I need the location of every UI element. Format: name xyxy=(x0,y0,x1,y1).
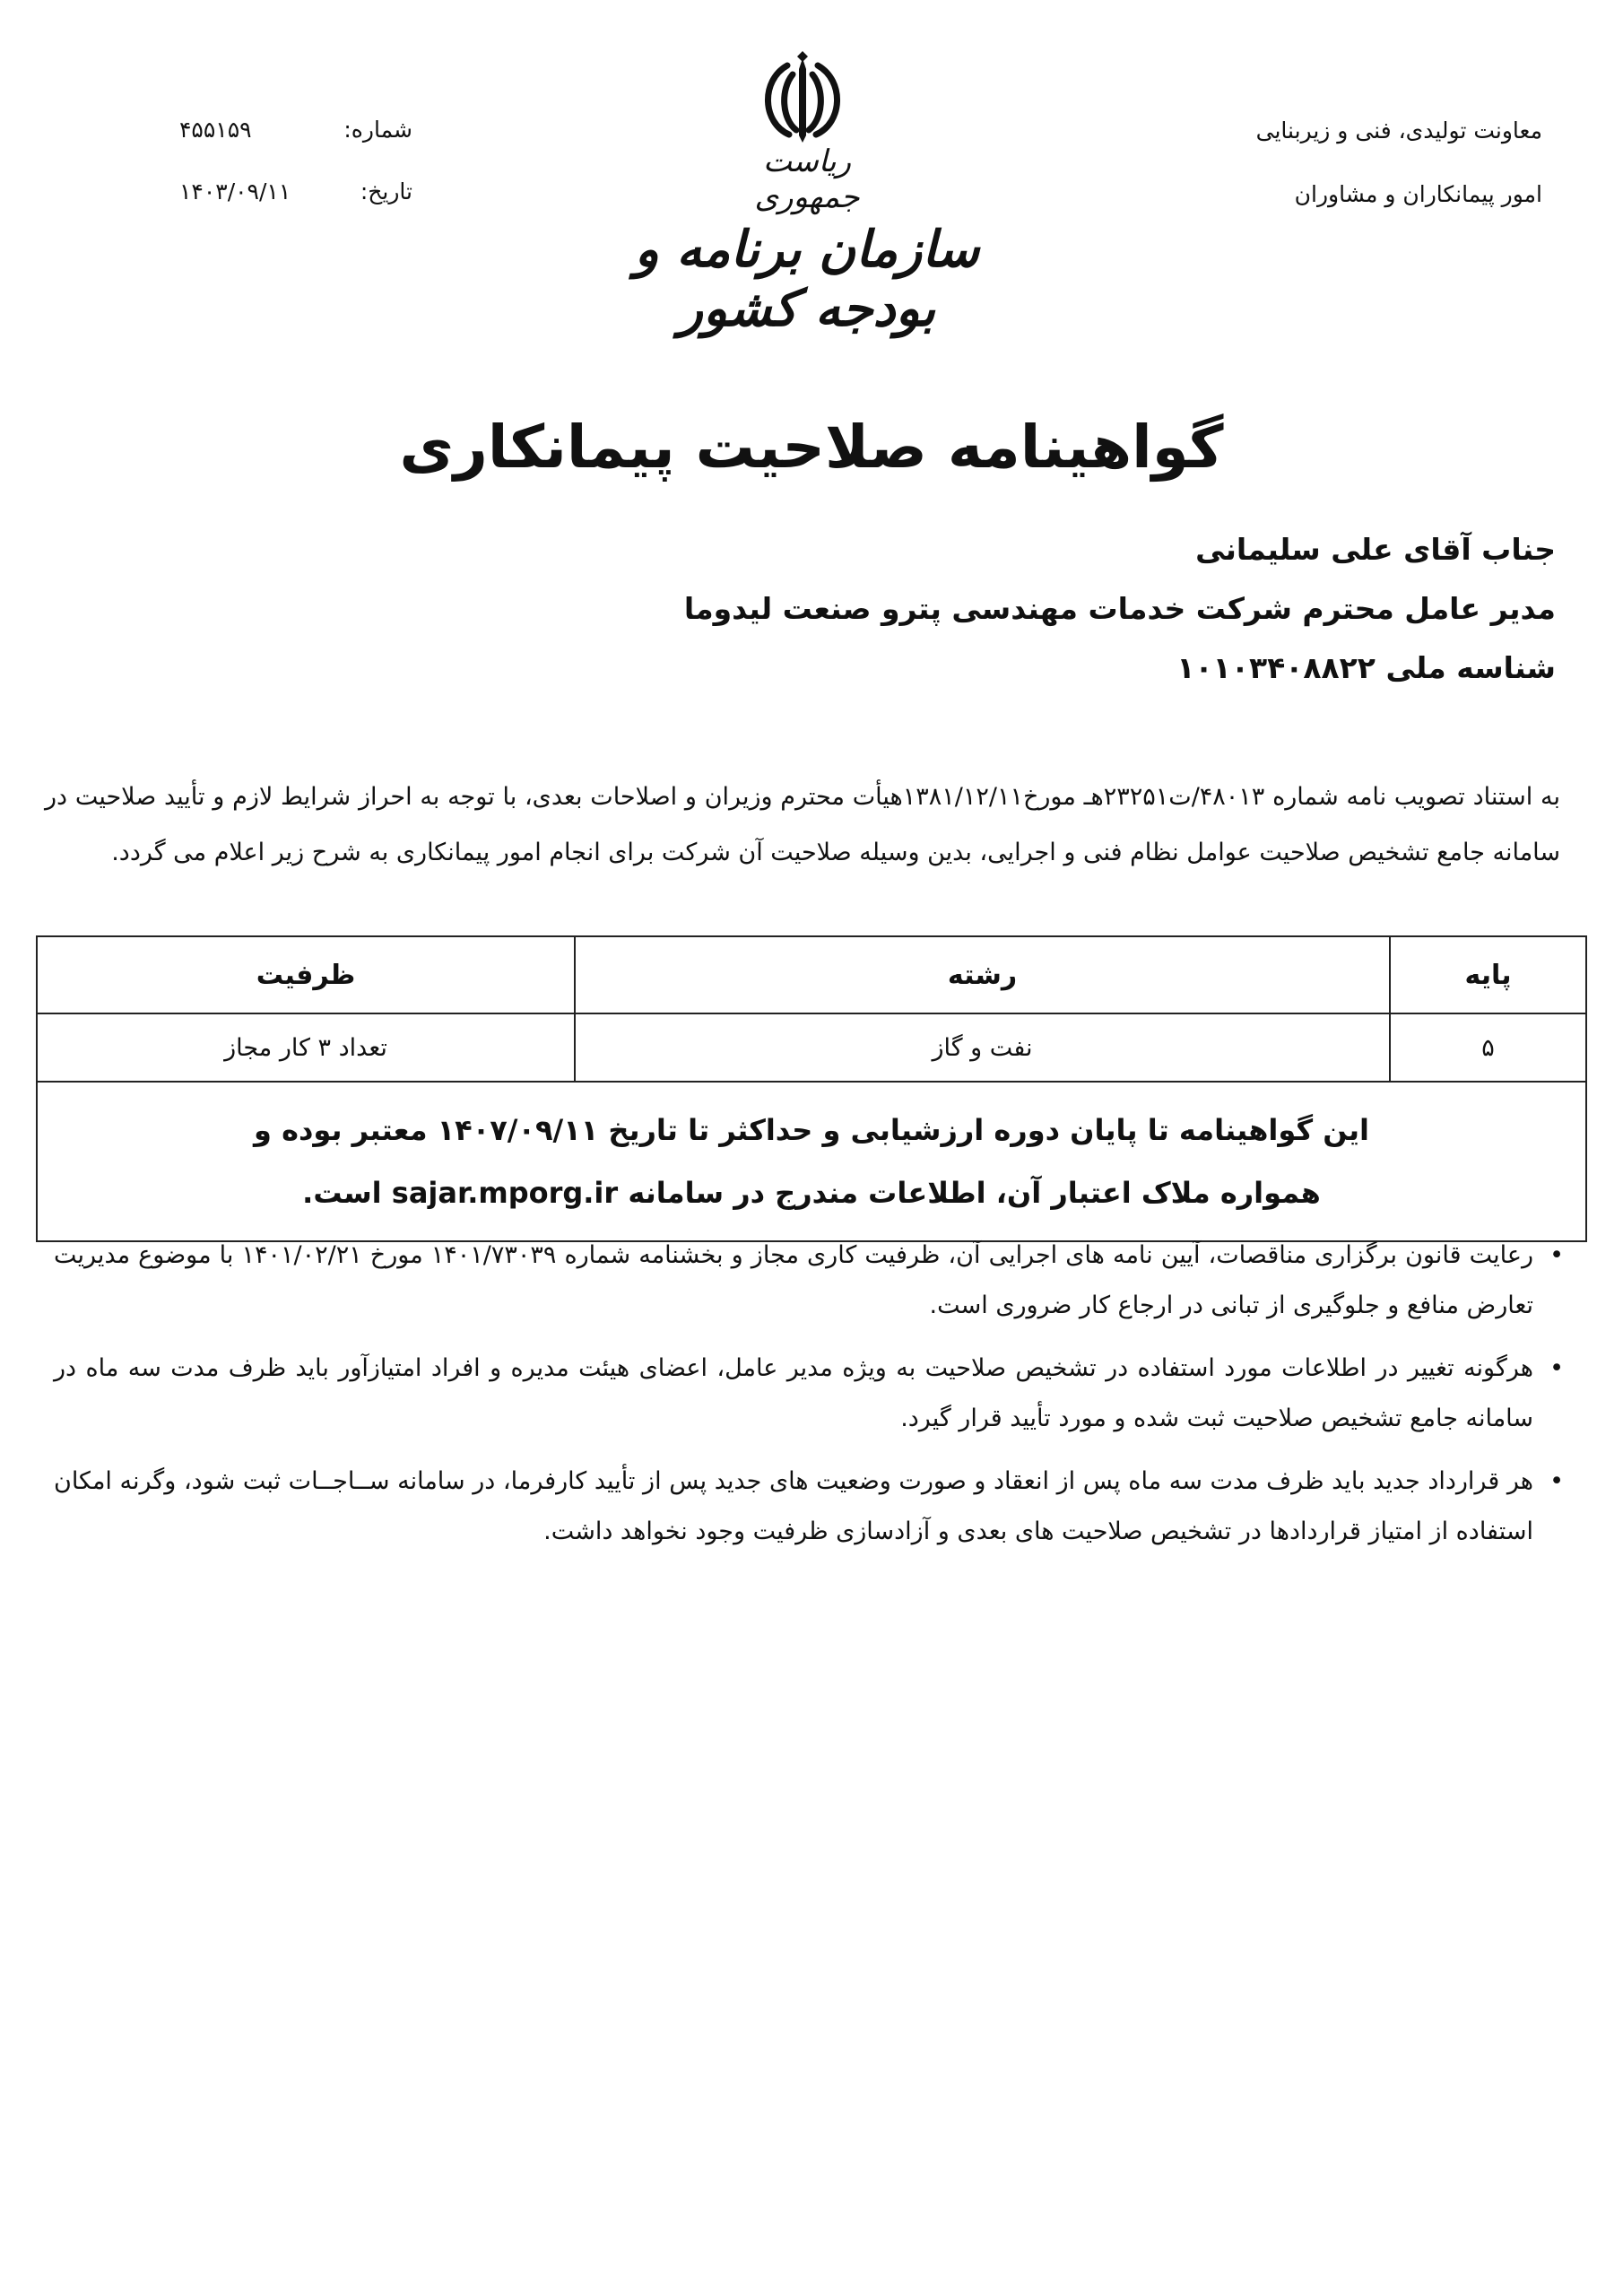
validity-line-1: این گواهینامه تا پایان دوره ارزشیابی و حداکثر تا تاریخ ۱۴۰۷/۰۹/۱۱ معتبر بوده و xyxy=(254,1113,1369,1147)
note-text: هر قرارداد جدید باید ظرف مدت سه ماه پس از انعقاد و صورت وضعیت های جدید پس از تأیید کارفرما، در سامانه ســاجــات ثبت شود، وگرنه امکان استفاده از امتیاز قراردادها در تشخیص صلاحیت های بعدی و آزادسازی ظرفیت وجود نخواهد داشت. xyxy=(54,1467,1533,1545)
letter-meta xyxy=(179,117,412,240)
letter-number-row xyxy=(179,117,412,143)
table-header-row xyxy=(37,936,1586,1013)
letter-date-row xyxy=(179,178,412,204)
letter-date-value: ۱۴۰۳/۰۹/۱۱ xyxy=(179,178,291,204)
validity-row xyxy=(37,1082,1586,1241)
note-text: هرگونه تغییر در اطلاعات مورد استفاده در تشخیص صلاحیت به ویژه مدیر عامل، اعضای هیئت مدیره و افراد امتیازآور باید ظرف مدت سه ماه در سامانه جامع تشخیص صلاحیت ثبت شده و مورد تأیید قرار گیرد. xyxy=(54,1354,1533,1432)
cell-capacity: تعداد ۳ کار مجاز xyxy=(37,1013,575,1082)
cell-field: نفت و گاز xyxy=(575,1013,1390,1082)
department-line-1: معاونت تولیدی، فنی و زیربنایی xyxy=(1255,117,1542,144)
addressee-name: جناب آقای علی سلیمانی xyxy=(1195,532,1556,567)
bullet-icon: • xyxy=(1549,1467,1564,1495)
list-item xyxy=(54,1344,1569,1444)
validity-cell xyxy=(37,1082,1586,1241)
addressee-block xyxy=(659,520,1556,698)
letter-date-label: تاریخ: xyxy=(360,178,412,204)
validity-line-2: همواره ملاک اعتبار آن، اطلاعات مندرج در سامانه sajar.mporg.ir است. xyxy=(302,1176,1321,1210)
cell-base: ۵ xyxy=(1390,1013,1586,1082)
addressee-position: مدیر عامل محترم شرکت خدمات مهندسی پترو صنعت لیدوما xyxy=(683,591,1556,626)
note-text: رعایت قانون برگزاری مناقصات، آیین نامه های اجرایی آن، ظرفیت کاری مجاز و بخشنامه شماره ۱۴۰۱/۷۳۰۳۹ مورخ ۱۴۰۱/۰۲/۲۱ با موضوع مدیریت تعارض منافع و جلوگیری از تبانی در ارجاع کار ضروری است. xyxy=(54,1241,1533,1319)
qualification-table xyxy=(36,935,1587,1242)
letter-number-value: ۴۵۵۱۵۹ xyxy=(179,117,252,143)
national-id: شناسه ملی ۱۰۱۰۳۴۰۸۸۲۲ xyxy=(1176,650,1556,685)
iran-emblem-icon xyxy=(753,49,852,148)
org-name-line-2: سازمان برنامه و بودجه کشور xyxy=(634,220,980,338)
header-base: پایه xyxy=(1390,936,1586,1013)
list-item xyxy=(54,1457,1569,1557)
department-block xyxy=(1166,117,1542,245)
certificate-title: گواهینامه صلاحیت پیمانکاری xyxy=(399,413,1224,482)
bullet-icon: • xyxy=(1549,1241,1564,1269)
notes-list xyxy=(54,1231,1569,1570)
list-item xyxy=(54,1231,1569,1331)
header-field: رشته xyxy=(575,936,1390,1013)
table-row xyxy=(37,1013,1586,1082)
letter-number-label: شماره: xyxy=(343,117,412,143)
intro-paragraph: به استناد تصویب نامه شماره ۴۸۰۱۳/ت۲۳۲۵۱هـ مورخ۱۳۸۱/۱۲/۱۱هیأت محترم وزیران و اصلاحات بعدی، با توجه به احراز شرایط لازم و تأیید صلاحیت در سامانه جامع تشخیص صلاحیت عوامل نظام فنی و اجرایی، بدین وسیله صلاحیت آن شرکت برای انجام امور پیمانکاری به شرح زیر اعلام می گردد. xyxy=(45,783,1560,866)
department-line-2: امور پیمانکاران و مشاوران xyxy=(1294,181,1542,208)
org-name-line-1: ریاست جمهوری xyxy=(754,144,860,215)
bullet-icon: • xyxy=(1549,1354,1564,1382)
header-capacity: ظرفیت xyxy=(37,936,575,1013)
